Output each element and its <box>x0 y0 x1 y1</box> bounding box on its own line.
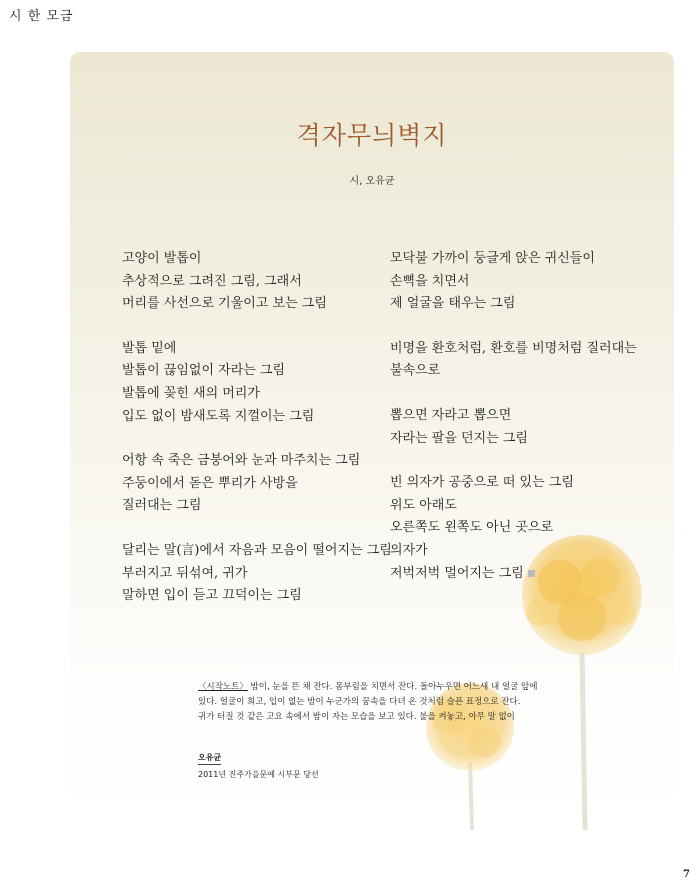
poem-line: 제 얼굴을 태우는 그림 <box>390 296 516 312</box>
poem-column-right <box>390 248 670 607</box>
note-line: 귀가 터질 것 같은 고요 속에서 밤이 자는 모습을 보고 있다. 불을 켜놓고, 아무 말 없이 <box>198 712 515 722</box>
note-label: 〈시작노트〉 <box>198 682 248 692</box>
poem-line: 자라는 팔을 던지는 그림 <box>390 430 528 446</box>
note-line <box>198 680 588 695</box>
poem-title: 격자무늬벽지 <box>296 121 448 150</box>
poem-line: 달리는 말(言)에서 자음과 모음이 떨어지는 그림 <box>122 542 392 558</box>
poem-line: 고양이 발톱이 <box>122 251 202 266</box>
poem-line: 어항 속 죽은 금붕어와 눈과 마주치는 그림 <box>122 453 361 469</box>
page-number: 7 <box>683 869 690 880</box>
note-text: 밤이, 눈을 뜬 채 잔다. 몸부림을 치면서 잔다. 돌아누우면 어느새 내 얼굴 앞에 <box>247 682 538 692</box>
poem-line: 빈 의자가 공중으로 떠 있는 그림 <box>390 475 574 491</box>
poem-column-left <box>122 248 412 630</box>
poem-line: 말하면 입이 듣고 끄덕이는 그림 <box>122 588 302 604</box>
poem-line: 오른쪽도 왼쪽도 아닌 곳으로 <box>390 520 554 536</box>
stanza <box>122 450 412 518</box>
poem-line: 부러지고 뒤섞여, 귀가 <box>122 565 248 581</box>
poem-line: 머리를 사선으로 기울이고 보는 그림 <box>122 296 327 312</box>
poem-panel <box>70 52 674 830</box>
stanza <box>390 248 670 316</box>
poem-line <box>390 563 670 586</box>
poem-line: 추상적으로 그려진 그림, 그래서 <box>122 273 302 289</box>
poem-line: 손뼉을 치면서 <box>390 273 470 289</box>
author-bio: 2011년 진주가을문예 시부문 당선 <box>198 770 319 779</box>
poem-line: 발톱에 꽂힌 새의 머리가 <box>122 385 260 401</box>
poem-line: 발톱 밑에 <box>122 340 177 356</box>
poem-line: 위도 아래도 <box>390 497 457 513</box>
poem-line-text: 저벅저벅 멀어지는 그림 <box>390 565 524 581</box>
poem-line: 입도 없이 밤새도록 지껄이는 그림 <box>122 408 315 424</box>
stanza <box>390 338 670 383</box>
poem-line: 질러대는 그림 <box>122 498 202 514</box>
poem-line: 비명을 환호처럼, 환호를 비명처럼 질러대는 <box>390 340 637 356</box>
poet-byline: 시, 오유균 <box>349 176 395 187</box>
stanza <box>390 472 670 585</box>
stanza <box>122 338 412 428</box>
poem-line: 의자가 <box>390 542 428 558</box>
poem-line: 발톱이 끊임없이 자라는 그림 <box>122 363 286 379</box>
stanza <box>122 248 412 316</box>
author-name: 오유균 <box>198 752 221 765</box>
poem-line: 뽑으면 자라고 뽑으면 <box>390 407 512 423</box>
poem-line: 모닥불 가까이 둥글게 앉은 귀신들이 <box>390 251 595 266</box>
poem-line: 주둥이에서 돋은 뿌리가 사방을 <box>122 475 298 491</box>
end-mark-icon <box>528 570 535 577</box>
stanza <box>390 405 670 450</box>
note-line: 있다. 얼굴이 희고, 입이 없는 밤이 누군가의 꿈속을 다녀 온 것처럼 슬픈 표정으로 잔다. <box>198 697 521 707</box>
poem-line: 불속으로 <box>390 363 441 379</box>
author-block <box>198 752 319 780</box>
poet-note <box>198 680 588 725</box>
stanza <box>122 540 412 608</box>
section-title: 시 한 모금 <box>9 9 74 24</box>
